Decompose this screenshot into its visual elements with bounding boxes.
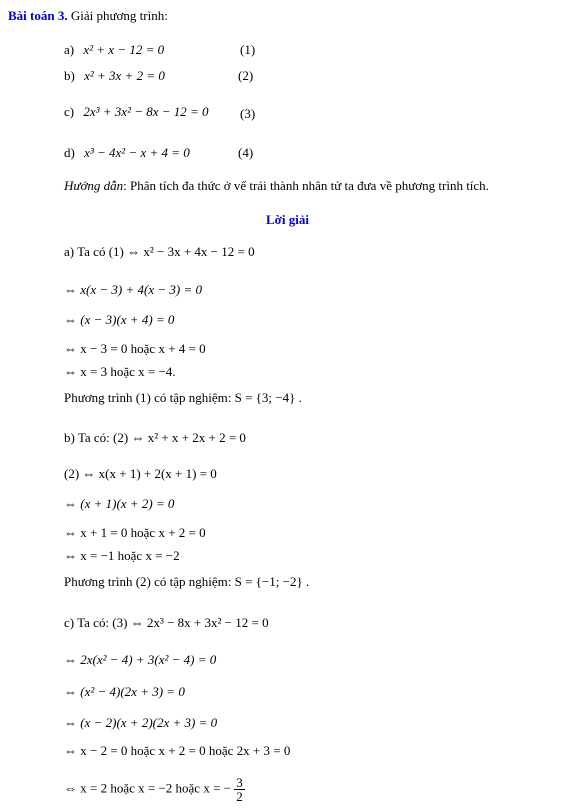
problem-b-number: (2) bbox=[238, 68, 254, 83]
part-b-step-4: ⇔ x = −1 hoặc x = −2 bbox=[64, 548, 180, 563]
part-c-step-2: ⇔ (x² − 4)(2x + 3) = 0 bbox=[64, 684, 185, 699]
part-a-step-4: ⇔ x = 3 hoặc x = −4. bbox=[64, 364, 176, 379]
problem-c: c) 2x³ + 3x² − 8x − 12 = 0 bbox=[64, 104, 209, 119]
part-b-intro: b) Ta có: (2) ⇔ x² + x + 2x + 2 = 0 bbox=[64, 430, 246, 445]
part-c-step-5 bbox=[64, 776, 245, 803]
fraction-denominator: 2 bbox=[236, 789, 243, 804]
part-c-step-5-text: ⇔ x = 2 hoặc x = −2 hoặc x = − bbox=[64, 780, 231, 796]
problem-a: a) x² + x − 12 = 0 bbox=[64, 42, 165, 57]
part-c-step-3: ⇔ (x − 2)(x + 2)(2x + 3) = 0 bbox=[64, 715, 218, 730]
problem-c-number: (3) bbox=[240, 106, 256, 121]
solution-heading: Lời giải bbox=[266, 212, 309, 227]
part-b-step-1: (2) ⇔ x(x + 1) + 2(x + 1) = 0 bbox=[64, 466, 217, 481]
problem-number: Bài toán 3. bbox=[8, 8, 68, 23]
fraction-three-halves bbox=[234, 776, 245, 803]
part-b-step-2: ⇔ (x + 1)(x + 2) = 0 bbox=[64, 496, 175, 511]
problem-a-number: (1) bbox=[240, 42, 256, 57]
problem-d: d) x³ − 4x² − x + 4 = 0 bbox=[64, 145, 190, 160]
part-c-intro: c) Ta có: (3) ⇔ 2x³ − 8x + 3x² − 12 = 0 bbox=[64, 615, 269, 630]
problem-b: b) x² + 3x + 2 = 0 bbox=[64, 68, 165, 83]
part-a-conclusion: Phương trình (1) có tập nghiệm: S = {3; −4} . bbox=[64, 390, 302, 405]
part-a-step-2: ⇔ (x − 3)(x + 4) = 0 bbox=[64, 312, 175, 327]
fraction-numerator: 3 bbox=[236, 775, 243, 790]
hint bbox=[64, 178, 489, 194]
part-c-step-1: ⇔ 2x(x² − 4) + 3(x² − 4) = 0 bbox=[64, 652, 217, 667]
part-b-step-3: ⇔ x + 1 = 0 hoặc x + 2 = 0 bbox=[64, 525, 206, 540]
hint-text: : Phân tích đa thức ở vế trái thành nhân tử ta đưa về phương trình tích. bbox=[123, 178, 489, 193]
problem-d-number: (4) bbox=[238, 145, 254, 160]
part-b-conclusion: Phương trình (2) có tập nghiệm: S = {−1; −2} . bbox=[64, 574, 310, 589]
part-a-step-3: ⇔ x − 3 = 0 hoặc x + 4 = 0 bbox=[64, 341, 206, 356]
part-a-step-1: ⇔ x(x − 3) + 4(x − 3) = 0 bbox=[64, 282, 202, 297]
problem-instruction: Giải phương trình: bbox=[67, 8, 168, 23]
part-a-intro: a) Ta có (1) ⇔ x² − 3x + 4x − 12 = 0 bbox=[64, 244, 255, 259]
part-c-step-4: ⇔ x − 2 = 0 hoặc x + 2 = 0 hoặc 2x + 3 = 0 bbox=[64, 743, 291, 758]
problem-title bbox=[8, 8, 168, 24]
hint-label: Hướng dẫn bbox=[64, 178, 124, 193]
